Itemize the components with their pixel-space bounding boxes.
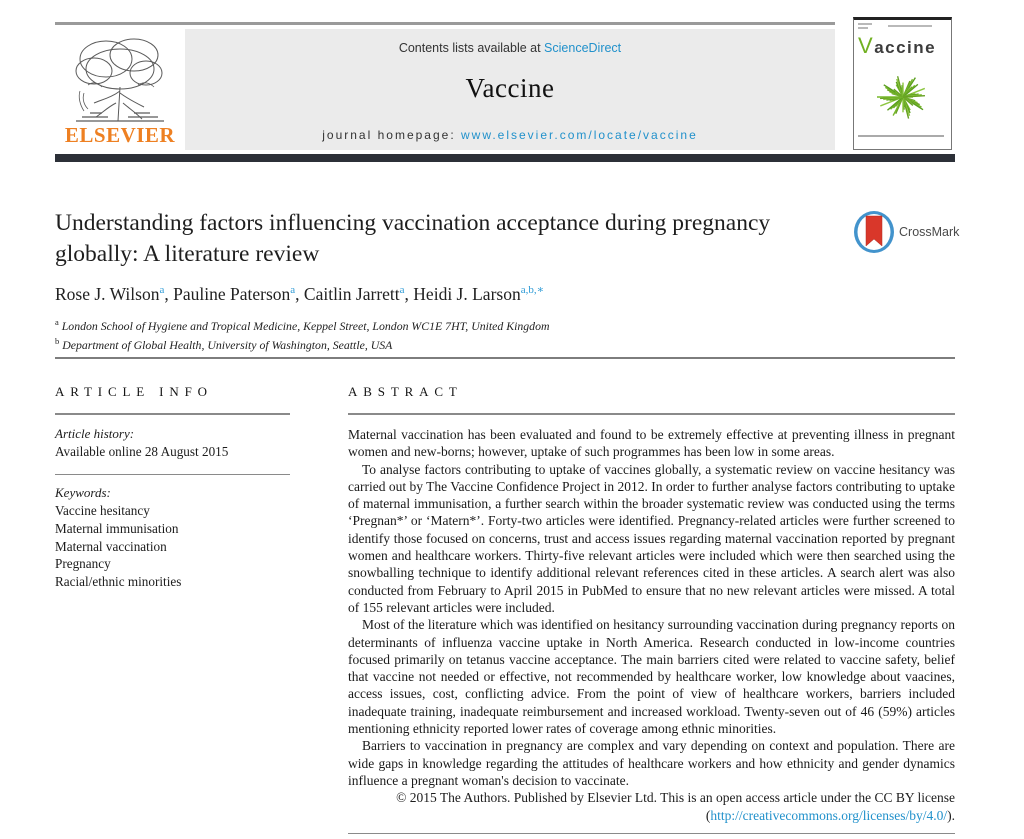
elsevier-tree-icon [68,33,172,125]
elsevier-wordmark: ELSEVIER [64,123,176,147]
article-history-value: Available online 28 August 2015 [55,443,229,459]
keyword: Vaccine hesitancy [55,503,150,519]
cover-microtext [858,23,872,25]
cover-microtext-bottom [858,135,944,137]
article-info-rule [55,413,290,415]
abstract-body [348,426,955,789]
abstract-heading: ABSTRACT [348,384,463,399]
homepage-prefix: journal homepage: [322,128,461,142]
author-affiliation-sup: a [290,284,296,296]
affiliation-b: $^b$ Department of Global Health, University of Washington, Seattle, USA [55,336,393,352]
cover-starburst-image [861,59,945,131]
header-divider-bar [55,154,955,162]
author: Caitlin Jarrett$^a$, [303,283,414,304]
copyright-notice [348,789,955,824]
cover-journal-title [858,33,947,59]
copyright-text: © 2015 The Authors. Published by Elsevier Ltd. This is an open access article under the CC BY license [396,790,955,806]
abstract-bottom-rule [348,833,955,834]
license-suffix: ). [947,807,955,823]
article-history-label: Article history: [55,426,135,441]
cover-microtext [888,25,932,27]
homepage-link[interactable]: www.elsevier.com/locate/vaccine [461,128,698,142]
abstract-paragraph-4: Barriers to vaccination in pregnancy are complex and vary depending on context and population. There are wide gaps in knowledge regarding the attitudes of healthcare workers and how ethnicity and gender dynamics influence a pregnant woman's decision to vaccinate. [348,738,955,788]
cover-microtext [858,27,868,29]
affiliation-a: $^a$ London School of Hygiene and Tropical Medicine, Keppel Street, London WC1E 7HT, United Kingdom [55,317,550,333]
journal-banner [185,29,835,150]
journal-name: Vaccine [465,73,555,103]
author: Rose J. Wilson$^a$, [55,283,174,304]
homepage-line [185,128,835,142]
keyword: Pregnancy [55,556,111,572]
license-prefix: ( [705,807,711,823]
abstract-paragraph-1: Maternal vaccination has been evaluated and found to be extremely effective at preventing illness in pregnant women and new-borns; however, uptake of such programmes has been low in some areas. [348,427,955,460]
author: Heidi J. Larson$^{a,b,∗}$ [413,283,545,304]
contents-line [185,41,835,55]
license-link[interactable]: http://creativecommons.org/licenses/by/4.0/ [710,807,948,823]
cover-title-rest: accine [874,38,937,57]
header-top-rule [55,22,835,25]
keywords-label: Keywords: [55,485,111,501]
keyword: Maternal vaccination [55,538,167,554]
author-affiliation-sup: a [399,284,405,296]
abstract-paragraph-3: Most of the literature which was identified on hesitancy surrounding vaccination during pregnancy reports on determinants of influenza vaccine uptake in North America. Research conducted in low-income countries focused primarily on tetanus vaccine acceptance. The main barriers cited were related to vaccine safety, belief that vaccine not needed or effective, not recommended by healthcare worker, low knowledge about vaacines, access issues, cost, conflicting advice. From the point of view of healthcare workers, barriers included inadequate training, inadequate reimbursement and increased workload. Twenty-seven out of 46 (59%) articles mentioning ethnicity reported lower rates of coverage among ethnic minorities. [348,617,955,737]
title-block-rule [55,357,955,359]
abstract-column [348,384,955,834]
sciencedirect-link[interactable]: ScienceDirect [544,41,622,55]
keyword: Racial/ethnic minorities [55,573,182,589]
author-affiliation-sup: a [159,284,165,296]
article-info-heading: ARTICLE INFO [55,384,213,399]
article-title: Understanding factors influencing vaccination acceptance during pregnancy globally: A literature review [55,210,771,267]
crossmark-icon [853,210,895,254]
affiliations [55,316,550,354]
author-list [55,283,544,305]
crossmark-label: CrossMark [899,225,960,239]
elsevier-logo [55,29,185,150]
abstract-rule [348,413,955,415]
crossmark-badge[interactable] [853,210,963,254]
author: Pauline Paterson$^a$, [173,283,304,304]
article-info-column [55,384,290,834]
contents-prefix: Contents lists available at [398,41,545,55]
keyword: Maternal immunisation [55,520,179,536]
journal-cover-thumbnail [853,17,952,150]
abstract-paragraph-2: To analyse factors contributing to uptake of vaccines globally, a systematic review on vaccine hesitancy was carried out by The Vaccine Confidence Project in 2012. In order to further analyse factors contributing to uptake of maternal immunisation, a further search within the broader systematic review was conducted using the terms ‘Pregnan*’ or ‘Matern*’. Forty-two articles were identified. Pregnancy-related articles were further screened to identify those focused on concerns, trust and access issues regarding maternal vaccination reported by pregnant women and healthcare workers. Thirty-five relevant articles were included which were then searched using the snowballing technique to identify additional relevant references cited in these articles. A search alert was also conducted from February to April 2015 in PubMed to ensure that no new relevant articles were missed. A total of 155 relevant articles were included. [348,461,955,615]
journal-header [55,22,955,150]
info-divider [55,474,290,475]
author-affiliation-sup: a,b,∗ [520,284,545,296]
cover-title-initial: V [858,33,875,58]
